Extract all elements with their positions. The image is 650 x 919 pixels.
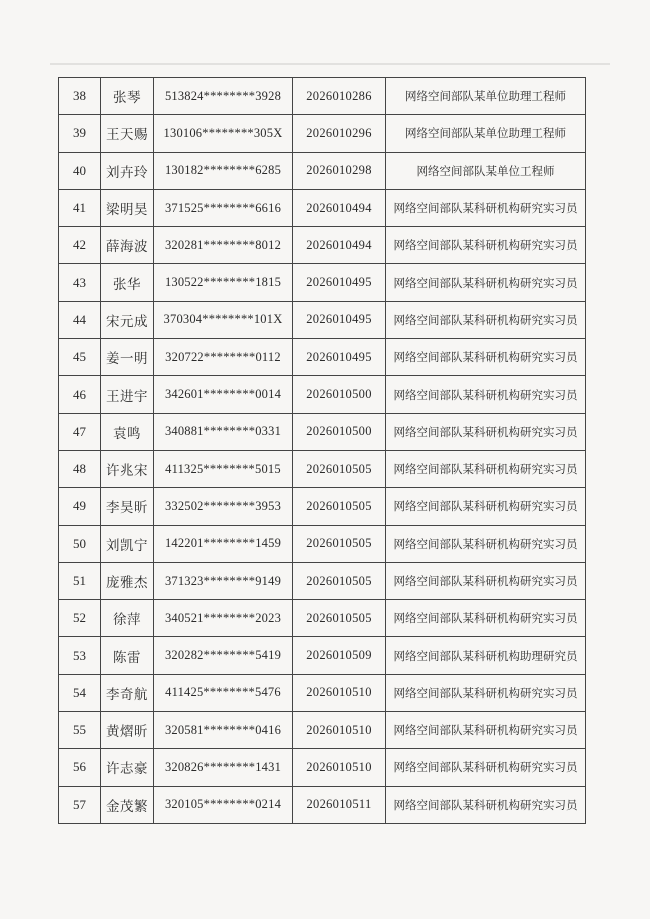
row-number-cell: 54 — [59, 674, 101, 711]
position-cell: 网络空间部队某单位助理工程师 — [386, 115, 586, 152]
row-number-cell: 51 — [59, 562, 101, 599]
exam-code-cell: 2026010505 — [293, 562, 386, 599]
person-name-cell: 张华 — [101, 264, 154, 301]
roster-table-body — [59, 78, 586, 824]
position-cell: 网络空间部队某科研机构研究实习员 — [386, 301, 586, 338]
row-number-cell: 41 — [59, 189, 101, 226]
person-name-cell: 黄熠昕 — [101, 712, 154, 749]
exam-code-cell: 2026010500 — [293, 413, 386, 450]
person-name-cell: 李奇航 — [101, 674, 154, 711]
id-number-cell: 342601********0014 — [154, 376, 293, 413]
person-name-cell: 王天赐 — [101, 115, 154, 152]
person-name-cell: 王进宇 — [101, 376, 154, 413]
table-row — [59, 525, 586, 562]
table-row — [59, 264, 586, 301]
table-row — [59, 227, 586, 264]
exam-code-cell: 2026010296 — [293, 115, 386, 152]
id-number-cell: 340881********0331 — [154, 413, 293, 450]
row-number-cell: 39 — [59, 115, 101, 152]
scan-artifact-line — [50, 63, 610, 65]
exam-code-cell: 2026010298 — [293, 152, 386, 189]
id-number-cell: 142201********1459 — [154, 525, 293, 562]
row-number-cell: 53 — [59, 637, 101, 674]
exam-code-cell: 2026010494 — [293, 189, 386, 226]
row-number-cell: 47 — [59, 413, 101, 450]
row-number-cell: 45 — [59, 339, 101, 376]
table-row — [59, 413, 586, 450]
exam-code-cell: 2026010510 — [293, 749, 386, 786]
exam-code-cell: 2026010511 — [293, 786, 386, 823]
row-number-cell: 42 — [59, 227, 101, 264]
row-number-cell: 49 — [59, 488, 101, 525]
row-number-cell: 56 — [59, 749, 101, 786]
id-number-cell: 371525********6616 — [154, 189, 293, 226]
person-name-cell: 姜一明 — [101, 339, 154, 376]
table-row — [59, 152, 586, 189]
person-name-cell: 刘凯宁 — [101, 525, 154, 562]
position-cell: 网络空间部队某科研机构研究实习员 — [386, 600, 586, 637]
table-row — [59, 749, 586, 786]
exam-code-cell: 2026010505 — [293, 488, 386, 525]
id-number-cell: 130522********1815 — [154, 264, 293, 301]
id-number-cell: 320826********1431 — [154, 749, 293, 786]
person-name-cell: 庞雅杰 — [101, 562, 154, 599]
person-name-cell: 宋元成 — [101, 301, 154, 338]
id-number-cell: 320581********0416 — [154, 712, 293, 749]
exam-code-cell: 2026010500 — [293, 376, 386, 413]
exam-code-cell: 2026010495 — [293, 339, 386, 376]
row-number-cell: 57 — [59, 786, 101, 823]
row-number-cell: 52 — [59, 600, 101, 637]
position-cell: 网络空间部队某单位工程师 — [386, 152, 586, 189]
exam-code-cell: 2026010495 — [293, 264, 386, 301]
position-cell: 网络空间部队某单位助理工程师 — [386, 78, 586, 115]
person-name-cell: 李昊昕 — [101, 488, 154, 525]
id-number-cell: 320105********0214 — [154, 786, 293, 823]
id-number-cell: 411425********5476 — [154, 674, 293, 711]
row-number-cell: 55 — [59, 712, 101, 749]
table-row — [59, 301, 586, 338]
exam-code-cell: 2026010510 — [293, 712, 386, 749]
table-row — [59, 712, 586, 749]
row-number-cell: 46 — [59, 376, 101, 413]
id-number-cell: 411325********5015 — [154, 450, 293, 487]
table-row — [59, 562, 586, 599]
position-cell: 网络空间部队某科研机构研究实习员 — [386, 674, 586, 711]
table-row — [59, 78, 586, 115]
exam-code-cell: 2026010495 — [293, 301, 386, 338]
exam-code-cell: 2026010509 — [293, 637, 386, 674]
table-row — [59, 115, 586, 152]
table-row — [59, 339, 586, 376]
person-name-cell: 陈雷 — [101, 637, 154, 674]
exam-code-cell: 2026010510 — [293, 674, 386, 711]
exam-code-cell: 2026010505 — [293, 450, 386, 487]
position-cell: 网络空间部队某科研机构助理研究员 — [386, 637, 586, 674]
row-number-cell: 38 — [59, 78, 101, 115]
person-name-cell: 金茂繁 — [101, 786, 154, 823]
row-number-cell: 43 — [59, 264, 101, 301]
id-number-cell: 332502********3953 — [154, 488, 293, 525]
table-row — [59, 376, 586, 413]
person-name-cell: 刘卉玲 — [101, 152, 154, 189]
row-number-cell: 44 — [59, 301, 101, 338]
position-cell: 网络空间部队某科研机构研究实习员 — [386, 189, 586, 226]
table-row — [59, 189, 586, 226]
exam-code-cell: 2026010505 — [293, 600, 386, 637]
row-number-cell: 48 — [59, 450, 101, 487]
personnel-roster-table — [58, 77, 586, 824]
row-number-cell: 40 — [59, 152, 101, 189]
person-name-cell: 张琴 — [101, 78, 154, 115]
person-name-cell: 徐萍 — [101, 600, 154, 637]
table-row — [59, 488, 586, 525]
position-cell: 网络空间部队某科研机构研究实习员 — [386, 450, 586, 487]
table-row — [59, 674, 586, 711]
id-number-cell: 130182********6285 — [154, 152, 293, 189]
position-cell: 网络空间部队某科研机构研究实习员 — [386, 376, 586, 413]
person-name-cell: 许志豪 — [101, 749, 154, 786]
id-number-cell: 340521********2023 — [154, 600, 293, 637]
position-cell: 网络空间部队某科研机构研究实习员 — [386, 227, 586, 264]
id-number-cell: 513824********3928 — [154, 78, 293, 115]
exam-code-cell: 2026010494 — [293, 227, 386, 264]
position-cell: 网络空间部队某科研机构研究实习员 — [386, 562, 586, 599]
person-name-cell: 许兆宋 — [101, 450, 154, 487]
exam-code-cell: 2026010286 — [293, 78, 386, 115]
id-number-cell: 371323********9149 — [154, 562, 293, 599]
person-name-cell: 薛海波 — [101, 227, 154, 264]
position-cell: 网络空间部队某科研机构研究实习员 — [386, 413, 586, 450]
person-name-cell: 袁鸣 — [101, 413, 154, 450]
position-cell: 网络空间部队某科研机构研究实习员 — [386, 712, 586, 749]
table-row — [59, 786, 586, 823]
position-cell: 网络空间部队某科研机构研究实习员 — [386, 525, 586, 562]
position-cell: 网络空间部队某科研机构研究实习员 — [386, 488, 586, 525]
row-number-cell: 50 — [59, 525, 101, 562]
id-number-cell: 320281********8012 — [154, 227, 293, 264]
table-row — [59, 600, 586, 637]
position-cell: 网络空间部队某科研机构研究实习员 — [386, 264, 586, 301]
exam-code-cell: 2026010505 — [293, 525, 386, 562]
id-number-cell: 130106********305X — [154, 115, 293, 152]
position-cell: 网络空间部队某科研机构研究实习员 — [386, 786, 586, 823]
id-number-cell: 370304********101X — [154, 301, 293, 338]
table-row — [59, 637, 586, 674]
position-cell: 网络空间部队某科研机构研究实习员 — [386, 339, 586, 376]
id-number-cell: 320722********0112 — [154, 339, 293, 376]
person-name-cell: 梁明昊 — [101, 189, 154, 226]
table-row — [59, 450, 586, 487]
id-number-cell: 320282********5419 — [154, 637, 293, 674]
position-cell: 网络空间部队某科研机构研究实习员 — [386, 749, 586, 786]
